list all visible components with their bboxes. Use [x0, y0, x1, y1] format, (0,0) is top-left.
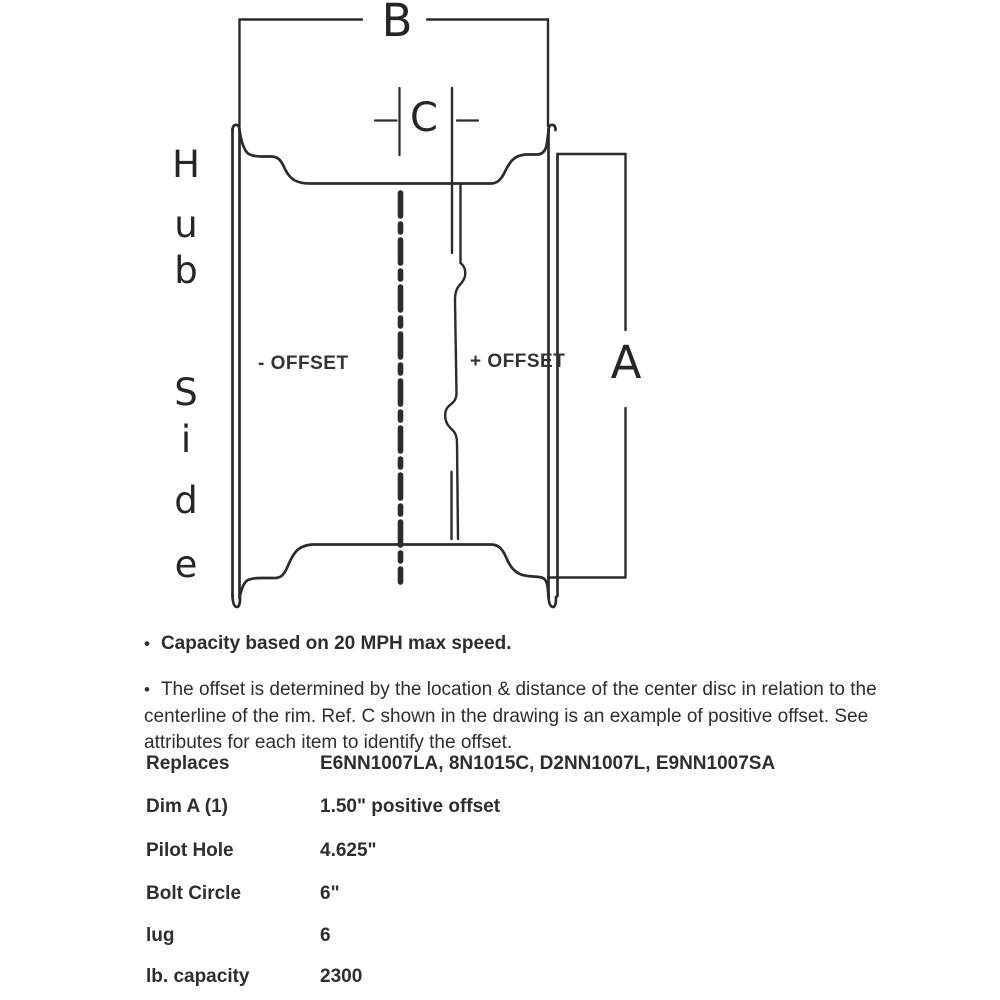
table-row — [146, 883, 906, 905]
rim-profile-bottom — [240, 545, 549, 599]
table-row — [146, 966, 906, 988]
table-row — [146, 796, 906, 818]
spec-value: 2300 — [320, 966, 363, 987]
spec-label: Bolt Circle — [146, 883, 242, 904]
hub-side-letter: H — [172, 143, 200, 186]
note-offset-explanation — [144, 677, 892, 757]
hub-side-letter: u — [174, 203, 198, 246]
hub-side-letter: e — [174, 543, 198, 586]
center-disc — [445, 88, 465, 539]
spec-label: lb. capacity — [146, 966, 250, 987]
spec-label: Replaces — [146, 753, 230, 774]
negative-offset-label: - OFFSET — [258, 353, 349, 374]
dim-c-label: C — [410, 95, 438, 141]
note-offset-text: The offset is determined by the location & distance of the center disc in relation to the centerline of the rim. Ref. C shown in the drawing is an example of positive offset. See attributes for each item to identify the offset. — [144, 679, 877, 753]
spec-label: Pilot Hole — [146, 840, 234, 861]
spec-label: Dim A (1) — [146, 796, 228, 817]
spec-value: 6 — [320, 925, 331, 946]
spec-value: 6" — [320, 883, 340, 904]
table-row — [146, 925, 906, 947]
spec-table — [146, 753, 906, 993]
dim-a-label: A — [610, 336, 642, 389]
bullet-icon: • — [144, 680, 150, 699]
hub-side-letter: S — [174, 371, 198, 414]
hub-side-letter: i — [180, 418, 192, 461]
positive-offset-label: + OFFSET — [470, 351, 566, 372]
note-capacity-text: Capacity based on 20 MPH max speed. — [160, 633, 512, 654]
rim-profile-top — [240, 130, 549, 184]
spec-value: 1.50" positive offset — [320, 796, 501, 817]
table-row — [146, 753, 906, 775]
bullet-icon: • — [144, 634, 150, 653]
spec-label: lug — [146, 925, 175, 946]
dim-b-label: B — [381, 0, 413, 47]
spec-value: E6NN1007LA, 8N1015C, D2NN1007L, E9NN1007SA — [320, 753, 776, 774]
note-capacity — [144, 631, 764, 658]
table-row — [146, 840, 906, 862]
hub-side-letter: b — [174, 249, 198, 292]
left-flange — [233, 125, 241, 607]
hub-side-letter: d — [174, 479, 198, 522]
spec-value: 4.625" — [320, 840, 377, 861]
